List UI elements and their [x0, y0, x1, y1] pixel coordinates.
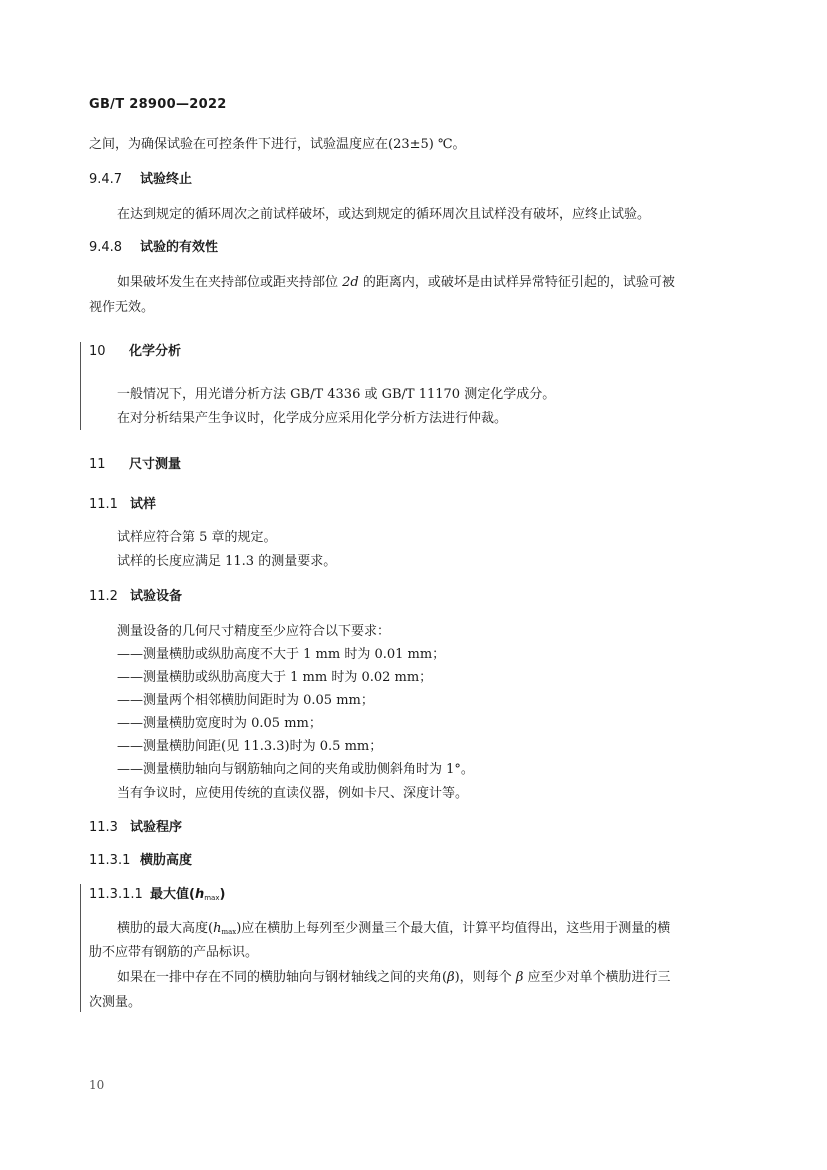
variable: h	[213, 921, 222, 936]
list-item: ——测量横肋轴向与钢筋轴向之间的夹角或肋侧斜角时为 1°。	[117, 762, 474, 777]
page-number: 10	[89, 1078, 105, 1092]
section-number: 11.1	[89, 497, 118, 512]
heading-11-3-1	[89, 853, 192, 869]
variable: β	[447, 970, 455, 985]
section-number: 11.2	[89, 589, 118, 604]
paragraph: 在达到规定的循环周次之前试样破坏，或达到规定的循环周次且试样没有破坏，应终止试验。	[117, 207, 651, 222]
paragraph: 在对分析结果产生争议时，化学成分应采用化学分析方法进行仲裁。	[117, 411, 508, 426]
variable: h	[194, 887, 205, 902]
list-item: ——测量横肋或纵肋高度不大于 1 mm 时为 0.01 mm；	[117, 647, 446, 662]
text-run: 应至少对单个横肋进行三	[527, 970, 671, 985]
paragraph-continuation: 之间，为确保试验在可控条件下进行，试验温度应在(23±5) ℃。	[89, 137, 466, 152]
text-run: 的距离内，或破坏是由试样异常特征引起的，试验可被	[362, 275, 675, 290]
section-title: 试验的有效性	[140, 240, 219, 255]
paragraph	[117, 921, 670, 940]
heading-9-4-8	[89, 240, 218, 256]
paragraph-line: 肋不应带有钢筋的产品标识。	[89, 945, 259, 960]
section-title: 试验设备	[130, 589, 183, 604]
section-number: 9.4.8	[89, 240, 123, 255]
section-title: 横肋高度	[140, 853, 193, 868]
heading-10	[89, 344, 181, 360]
section-title-close: )	[219, 887, 226, 902]
heading-11-2	[89, 589, 182, 605]
section-number: 11.3.1	[89, 853, 131, 868]
subscript: max	[221, 928, 237, 936]
section-title: 试验终止	[140, 172, 193, 187]
paragraph: 试样的长度应满足 11.3 的测量要求。	[117, 554, 337, 569]
list-item: ——测量横肋间距(见 11.3.3)时为 0.5 mm；	[117, 739, 383, 754]
section-number: 11.3.1.1	[89, 887, 143, 902]
section-number: 11	[89, 457, 106, 472]
section-title: 最大值(	[150, 887, 195, 902]
list-item: ——测量横肋宽度时为 0.05 mm；	[117, 716, 322, 731]
text-run: 如果破坏发生在夹持部位或距夹持部位	[117, 275, 339, 290]
change-bar	[80, 884, 81, 1012]
heading-11-1	[89, 497, 156, 513]
change-bar	[80, 342, 81, 430]
text-run: )应在横肋上每列至少测量三个最大值，计算平均值得出，这些用于测量的横	[236, 921, 671, 936]
section-number: 9.4.7	[89, 172, 123, 187]
paragraph-line: 次测量。	[89, 995, 142, 1010]
variable: β	[515, 970, 524, 985]
heading-9-4-7	[89, 172, 192, 188]
standard-number: GB/T 28900—2022	[89, 97, 227, 112]
paragraph: 试样应符合第 5 章的规定。	[117, 530, 277, 545]
heading-11-3-1-1	[89, 887, 225, 906]
section-title: 化学分析	[129, 344, 182, 359]
section-number: 11.3	[89, 820, 118, 835]
subscript: max	[204, 894, 220, 902]
paragraph: 一般情况下，用光谱分析方法 GB/T 4336 或 GB/T 11170 测定化学成分。	[117, 387, 556, 402]
heading-11	[89, 457, 181, 473]
variable: 2d	[342, 275, 359, 290]
list-item: ——测量两个相邻横肋间距时为 0.05 mm；	[117, 693, 374, 708]
text-run: 横肋的最大高度(	[117, 921, 214, 936]
paragraph: 测量设备的几何尺寸精度至少应符合以下要求：	[117, 624, 391, 639]
paragraph-line: 视作无效。	[89, 300, 155, 315]
list-item: ——测量横肋或纵肋高度大于 1 mm 时为 0.02 mm；	[117, 670, 433, 685]
paragraph: 当有争议时，应使用传统的直读仪器，例如卡尺、深度计等。	[117, 786, 469, 801]
text-run: 如果在一排中存在不同的横肋轴向与钢材轴线之间的夹角(	[117, 970, 448, 985]
paragraph	[117, 275, 675, 291]
text-run: )，则每个	[454, 970, 512, 985]
section-number: 10	[89, 344, 106, 359]
section-title: 试样	[130, 497, 157, 512]
section-title: 尺寸测量	[129, 457, 182, 472]
heading-11-3	[89, 820, 182, 836]
section-title: 试验程序	[130, 820, 183, 835]
paragraph	[117, 970, 670, 986]
